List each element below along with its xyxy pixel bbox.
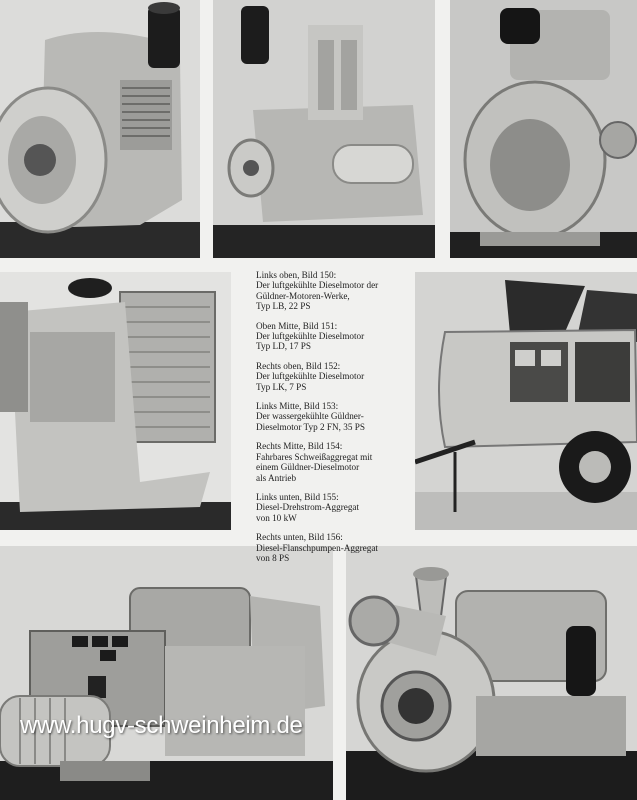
caption-head: Rechts oben, Bild 152: xyxy=(256,360,341,371)
caption-line: als Antrieb xyxy=(256,472,297,483)
caption-column xyxy=(256,270,416,572)
caption-line: Der luftgekühlte Dieselmotor der xyxy=(256,280,379,291)
photo-engine-2fn xyxy=(0,272,231,530)
caption-bild-150 xyxy=(256,270,416,312)
photo-pump-set xyxy=(346,546,637,800)
caption-head: Oben Mitte, Bild 151: xyxy=(256,320,338,331)
caption-line: Dieselmotor Typ 2 FN, 35 PS xyxy=(256,421,365,432)
photo-engine-ld xyxy=(213,0,435,258)
website-watermark: www.hugv-schweinheim.de xyxy=(20,712,303,739)
photo-generator-set xyxy=(0,546,333,800)
caption-line: Fahrbares Schweißaggregat mit xyxy=(256,451,373,462)
photo-welding-trailer xyxy=(415,272,637,530)
caption-bild-154 xyxy=(256,441,416,483)
caption-line: Der wassergekühlte Güldner- xyxy=(256,411,364,422)
caption-head: Rechts unten, Bild 156: xyxy=(256,532,343,543)
caption-line: einem Güldner-Dieselmotor xyxy=(256,462,360,473)
caption-bild-153 xyxy=(256,401,416,432)
caption-head: Links oben, Bild 150: xyxy=(256,270,337,280)
caption-head: Links Mitte, Bild 153: xyxy=(256,401,339,412)
caption-line: Güldner-Motoren-Werke, xyxy=(256,290,350,301)
caption-line: von 10 kW xyxy=(256,512,297,523)
caption-line: Der luftgekühlte Dieselmotor xyxy=(256,331,365,342)
caption-bild-155 xyxy=(256,492,416,523)
caption-bild-151 xyxy=(256,321,416,352)
caption-line: Diesel-Drehstrom-Aggregat xyxy=(256,502,360,513)
caption-bild-156 xyxy=(256,532,416,563)
caption-line: Typ LD, 17 PS xyxy=(256,341,311,352)
caption-line: Typ LB, 22 PS xyxy=(256,301,311,312)
caption-line: Der luftgekühlte Dieselmotor xyxy=(256,371,365,382)
caption-bild-152 xyxy=(256,361,416,392)
caption-line: von 8 PS xyxy=(256,552,290,563)
photo-engine-lk xyxy=(450,0,637,258)
caption-line: Diesel-Flanschpumpen-Aggregat xyxy=(256,542,378,553)
caption-head: Links unten, Bild 155: xyxy=(256,491,339,502)
photo-engine-lb xyxy=(0,0,200,258)
caption-head: Rechts Mitte, Bild 154: xyxy=(256,441,343,452)
caption-line: Typ LK, 7 PS xyxy=(256,381,307,392)
